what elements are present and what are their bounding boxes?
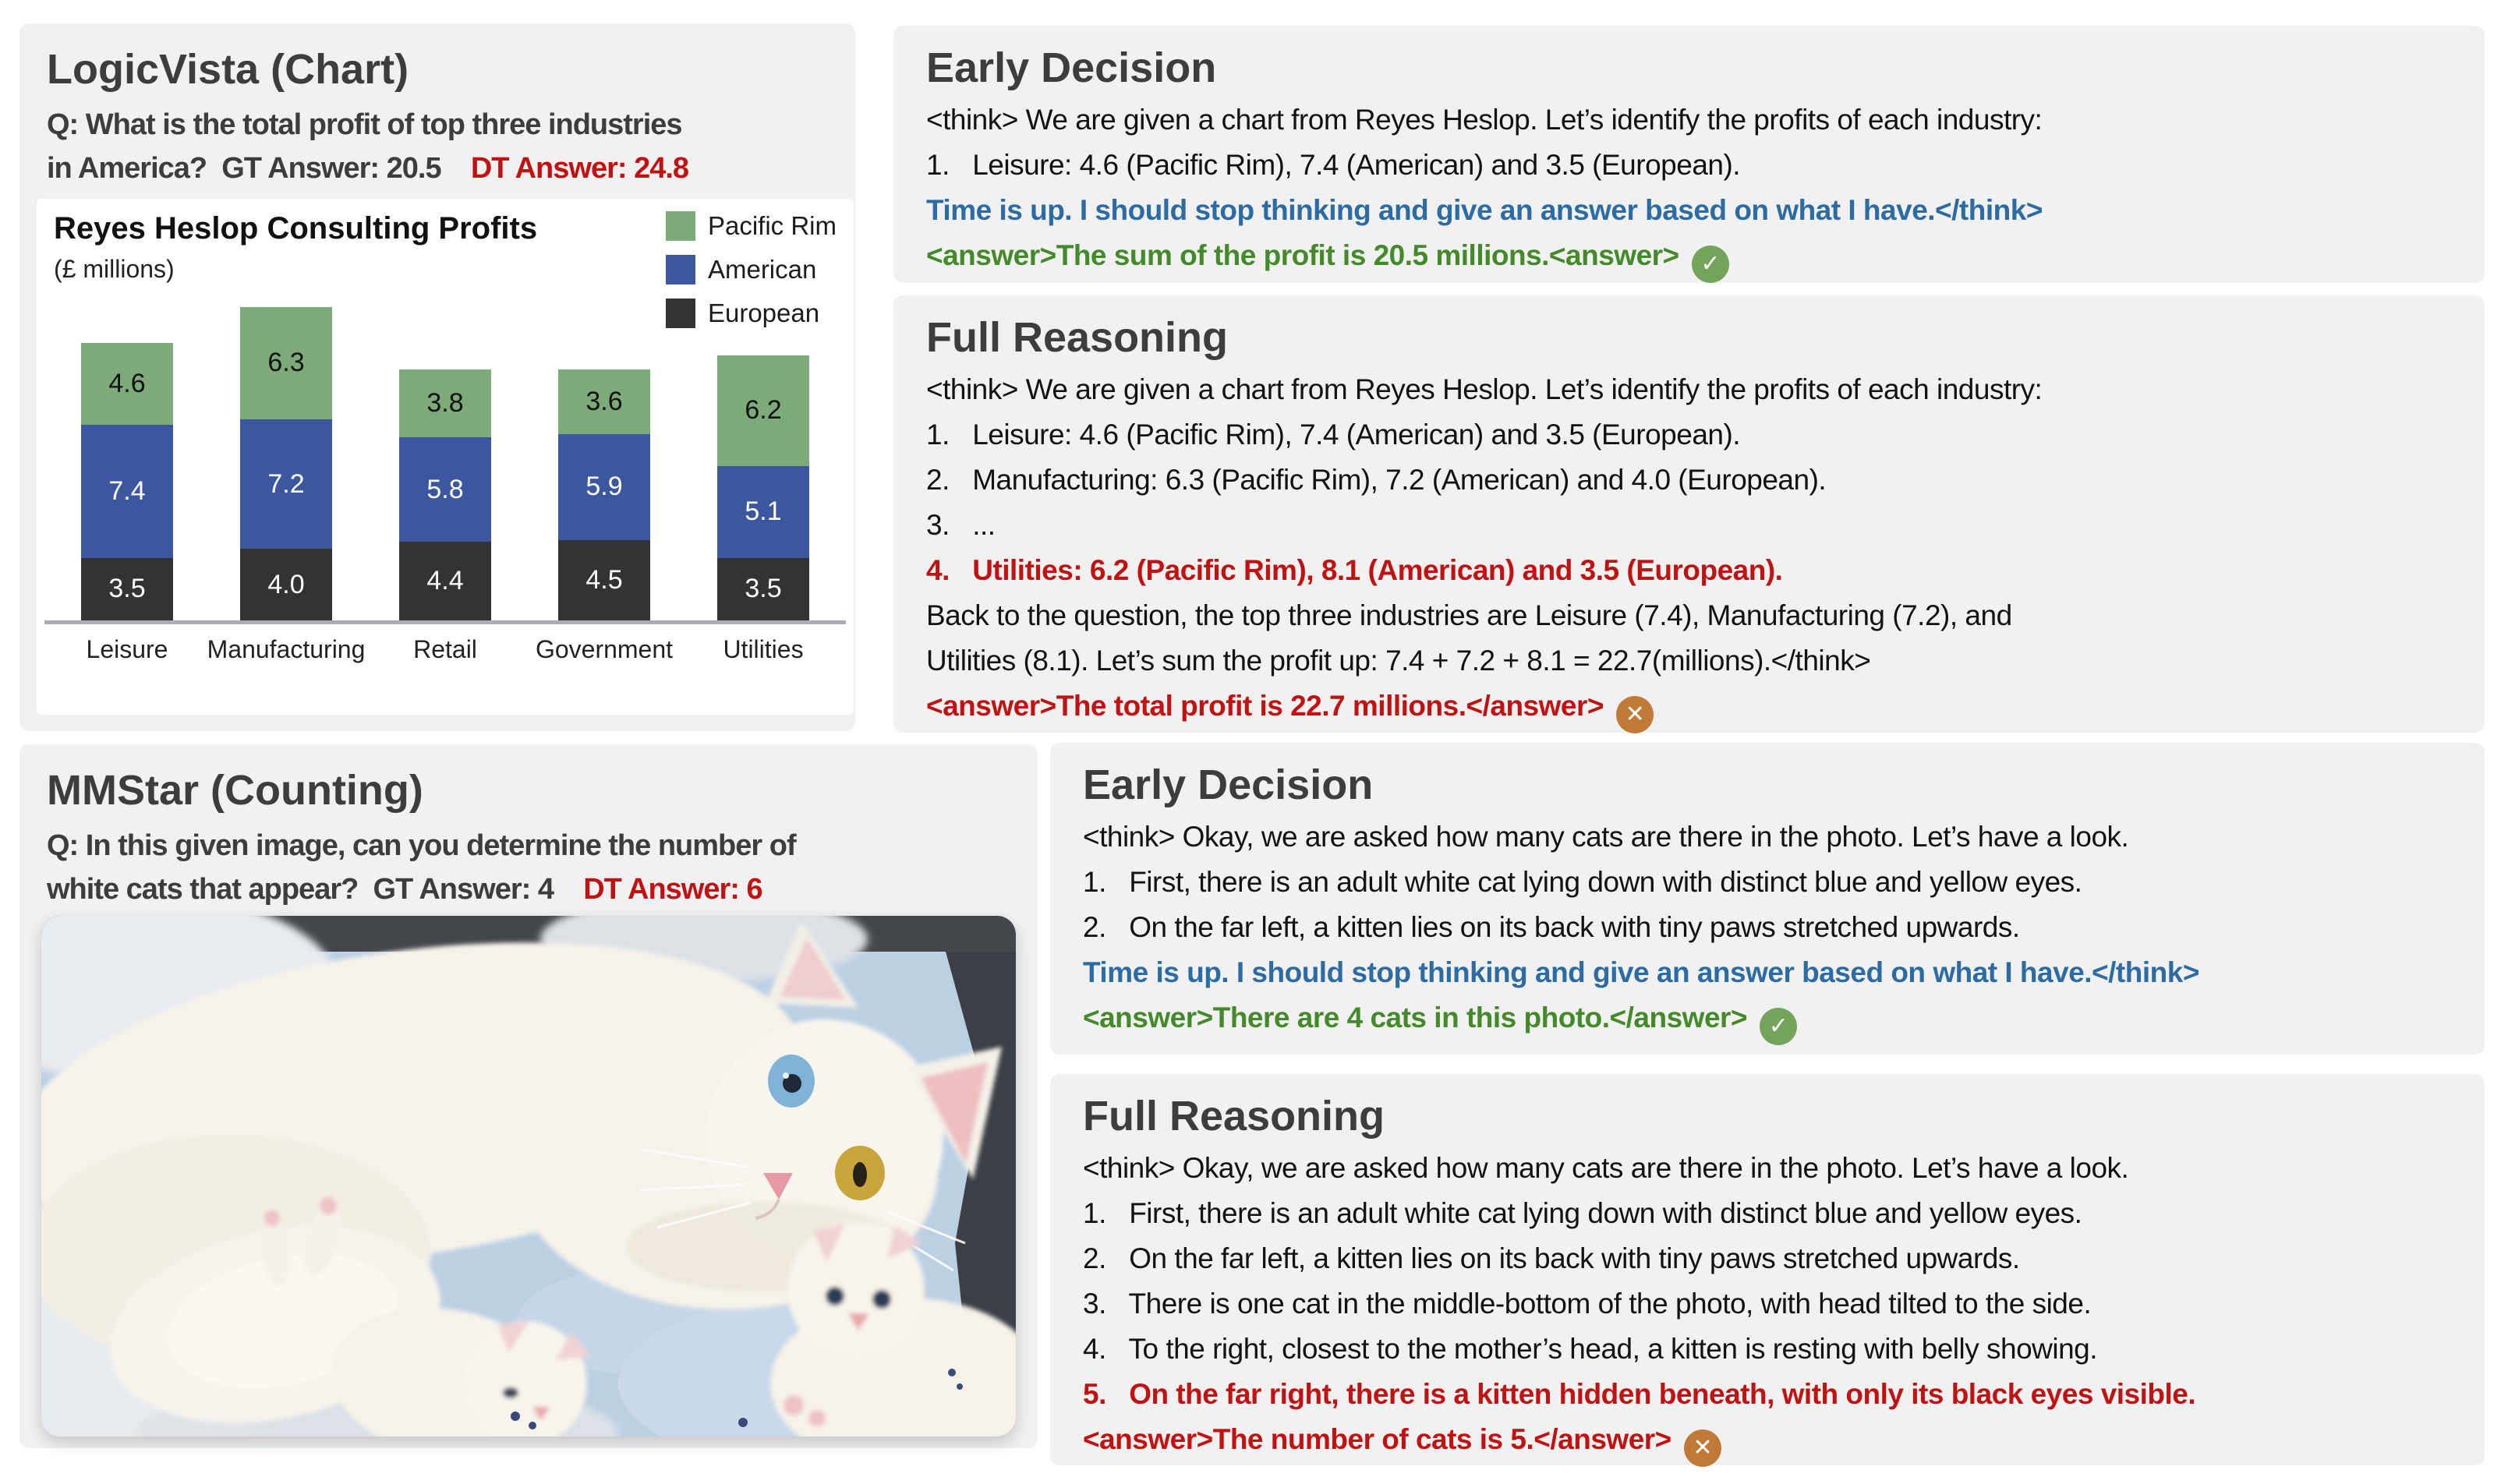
reasoning-line: <think> We are given a chart from Reyes Heslop. Let’s identify the profits of each industry:: [926, 373, 2043, 405]
question-text: in America? GT Answer: 20.5: [47, 152, 471, 185]
reasoning-line: 2. On the far left, a kitten lies on its back with tiny paws stretched upwards.: [1083, 1242, 2020, 1274]
dt-answer-text: DT Answer: 6: [583, 873, 762, 906]
mmstar-example-panel: [19, 744, 1038, 1448]
reasoning-line: Utilities (8.1). Let’s sum the profit up: 7.4 + 7.2 + 8.1 = 22.7(millions).</think>: [926, 645, 1871, 677]
reasoning-line: <answer>There are 4 cats in this photo.</answer> ✓: [1083, 995, 2453, 1045]
chart-subtitle: (£ millions): [54, 255, 175, 283]
chart-bars: [48, 199, 843, 620]
bar-column: [48, 343, 207, 620]
chart-category-labels: [48, 635, 843, 664]
reasoning-line: 5. On the far right, there is a kitten hidden beneath, with only its black eyes visible.: [1083, 1378, 2196, 1410]
bar-segment: 6.3: [240, 307, 332, 420]
reasoning-line: 2. Manufacturing: 6.3 (Pacific Rim), 7.2 (American) and 4.0 (European).: [926, 464, 1827, 496]
reasoning-line: 1. First, there is an adult white cat lying down with distinct blue and yellow eyes.: [1083, 866, 2082, 898]
reasoning-line: 4. Utilities: 6.2 (Pacific Rim), 8.1 (American) and 3.5 (European).: [926, 554, 1783, 586]
bar-column: [207, 307, 366, 620]
counting-early-decision-panel: [1050, 743, 2485, 1055]
early-decision-reasoning: [1083, 814, 2453, 1045]
reasoning-line: Time is up. I should stop thinking and give an answer based on what I have.</think>: [926, 194, 2043, 226]
bar-column: [525, 369, 684, 620]
incorrect-cross-icon: ✕: [1684, 1429, 1721, 1467]
chart-full-reasoning-panel: [893, 295, 2485, 733]
question-text: Q: In this given image, can you determine the number of: [47, 829, 796, 862]
x-axis-line: [44, 620, 846, 624]
reasoning-line: 3. There is one cat in the middle-bottom of the photo, with head tilted to the side.: [1083, 1288, 2092, 1320]
chart-title: Reyes Heslop Consulting Profits: [54, 211, 538, 246]
legend-label: American: [707, 255, 817, 284]
reasoning-line: 1. Leisure: 4.6 (Pacific Rim), 7.4 (American) and 3.5 (European).: [926, 419, 1741, 450]
bar-column: [366, 369, 525, 620]
early-decision-heading: Early Decision: [1083, 761, 1374, 808]
legend-label: European: [707, 299, 820, 327]
question-line: [47, 867, 1010, 911]
bar-segment: 3.6: [558, 369, 650, 434]
correct-check-icon: ✓: [1692, 246, 1729, 283]
bar-segment: 7.4: [81, 425, 173, 557]
reasoning-line: <answer>The total profit is 22.7 millions.</answer> ✕: [926, 684, 2453, 733]
bar-segment: 6.2: [717, 355, 809, 467]
full-reasoning-heading: Full Reasoning: [926, 314, 1229, 361]
logicvista-example-panel: [19, 23, 855, 731]
bar-segment: 3.8: [399, 369, 491, 437]
stacked-bar: [240, 307, 332, 620]
reasoning-line: <answer>The number of cats is 5.</answer> ✕: [1083, 1417, 2453, 1467]
profits-chart: [37, 199, 854, 715]
bar-segment: 5.1: [717, 466, 809, 557]
logicvista-panel-title: LogicVista (Chart): [47, 46, 409, 93]
axis-category-label: Retail: [413, 635, 477, 663]
axis-category-label: Manufacturing: [207, 635, 366, 663]
reasoning-line: 4. To the right, closest to the mother’s head, a kitten is resting with belly showing.: [1083, 1333, 2098, 1365]
logicvista-question: [47, 103, 828, 190]
reasoning-line: 1. First, there is an adult white cat lying down with distinct blue and yellow eyes.: [1083, 1197, 2082, 1229]
full-reasoning-heading: Full Reasoning: [1083, 1093, 1385, 1140]
full-reasoning-text: [1083, 1146, 2453, 1467]
white-cats-photo: [41, 916, 1016, 1436]
bar-segment: 5.9: [558, 434, 650, 540]
reasoning-line: 3. ...: [926, 509, 996, 541]
axis-category-label: Utilities: [723, 635, 804, 663]
reasoning-line: <think> Okay, we are asked how many cats are there in the photo. Let’s have a look.: [1083, 821, 2129, 853]
bar-column: [684, 355, 843, 620]
stacked-bar: [558, 369, 650, 620]
reasoning-line: 1. Leisure: 4.6 (Pacific Rim), 7.4 (American) and 3.5 (European).: [926, 149, 1741, 181]
bar-segment: 3.5: [717, 558, 809, 621]
incorrect-cross-icon: ✕: [1616, 696, 1654, 733]
reasoning-line: <think> We are given a chart from Reyes Heslop. Let’s identify the profits of each industry:: [926, 104, 2043, 136]
early-decision-reasoning: [926, 97, 2453, 283]
mmstar-panel-title: MMStar (Counting): [47, 767, 423, 814]
early-decision-heading: Early Decision: [926, 44, 1217, 91]
axis-category-label: Leisure: [86, 635, 168, 663]
reasoning-line: <answer>The sum of the profit is 20.5 millions.<answer> ✓: [926, 233, 2453, 283]
question-text: Q: What is the total profit of top three industries: [47, 108, 682, 141]
correct-check-icon: ✓: [1760, 1008, 1797, 1045]
bar-segment: 4.5: [558, 540, 650, 621]
cats-photo-illustration: [41, 916, 1016, 1436]
stacked-bar: [81, 343, 173, 620]
bar-segment: 4.6: [81, 343, 173, 426]
question-line: [47, 103, 828, 147]
question-line: [47, 824, 1010, 867]
bar-segment: 3.5: [81, 558, 173, 621]
axis-category-label: Government: [535, 635, 674, 663]
reasoning-line: Back to the question, the top three industries are Leisure (7.4), Manufacturing (7.2), and: [926, 599, 2012, 631]
counting-full-reasoning-panel: [1050, 1074, 2485, 1465]
stacked-bar: [717, 355, 809, 620]
bar-segment: 5.8: [399, 437, 491, 541]
reasoning-line: <think> Okay, we are asked how many cats are there in the photo. Let’s have a look.: [1083, 1152, 2129, 1184]
full-reasoning-text: [926, 367, 2453, 733]
legend-label: Pacific Rim: [707, 211, 837, 240]
question-text: white cats that appear? GT Answer: 4: [47, 873, 584, 906]
reasoning-line: 2. On the far left, a kitten lies on its back with tiny paws stretched upwards.: [1083, 911, 2020, 943]
dt-answer-text: DT Answer: 24.8: [470, 152, 689, 185]
chart-early-decision-panel: [893, 26, 2485, 283]
mmstar-question: [47, 824, 1010, 911]
reasoning-line: Time is up. I should stop thinking and give an answer based on what I have.</think>: [1083, 956, 2199, 988]
question-line: [47, 147, 828, 190]
stacked-bar: [399, 369, 491, 620]
bar-segment: 4.0: [240, 549, 332, 620]
bar-segment: 4.4: [399, 542, 491, 620]
bar-segment: 7.2: [240, 419, 332, 549]
